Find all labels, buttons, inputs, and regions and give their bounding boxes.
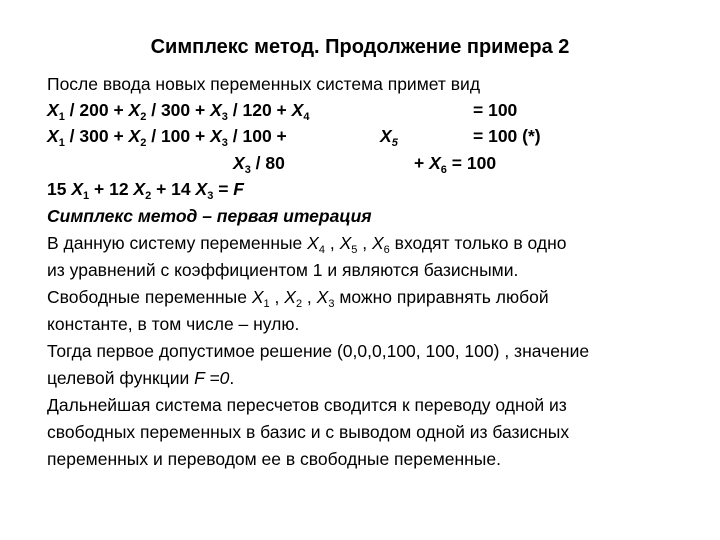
obj-var: X bbox=[71, 179, 84, 199]
p2-sub: 3 bbox=[328, 298, 335, 310]
obj-eq: = bbox=[213, 179, 234, 199]
eq1-rhs: = 100 bbox=[473, 100, 518, 120]
eq1-term: / 300 + bbox=[146, 100, 211, 120]
eq1-var: X bbox=[128, 100, 141, 120]
eq3-sub: 6 bbox=[440, 164, 447, 176]
p1-sub: 4 bbox=[318, 244, 325, 256]
eq1-sub: 1 bbox=[58, 111, 65, 123]
obj-f: F bbox=[233, 179, 244, 199]
p1-sub: 6 bbox=[383, 244, 390, 256]
eq1-sub: 3 bbox=[221, 111, 228, 123]
p2-text: можно приравнять любой bbox=[334, 287, 549, 307]
eq2-sub: 2 bbox=[140, 137, 147, 149]
eq1-sub: 4 bbox=[303, 111, 310, 123]
p1-sep: , bbox=[324, 233, 340, 253]
p3-formula: F =0 bbox=[194, 368, 230, 388]
p2-var: X bbox=[316, 287, 329, 307]
solution-line2 bbox=[47, 367, 234, 389]
eq3-left bbox=[233, 152, 285, 174]
eq2-term: / 300 + bbox=[64, 126, 129, 146]
eq3-rhs: = 100 bbox=[446, 153, 497, 173]
basis-text-line2: из уравнений с коэффициентом 1 и являются базисными. bbox=[47, 260, 519, 280]
p1-sub: 5 bbox=[351, 244, 358, 256]
eq3-plus: + bbox=[414, 153, 430, 173]
p2-sep: , bbox=[302, 287, 317, 307]
intro-line: После ввода новых переменных система примет вид bbox=[47, 74, 481, 94]
eq1-term: / 200 + bbox=[64, 100, 129, 120]
p1-sep: , bbox=[357, 233, 372, 253]
solution-line1: Тогда первое допустимое решение (0,0,0,100, 100, 100) , значение bbox=[47, 341, 590, 361]
objective-function bbox=[47, 178, 244, 200]
eq2-term: / 100 + bbox=[146, 126, 211, 146]
p2-var: X bbox=[251, 287, 264, 307]
eq2-term: / 100 + bbox=[227, 126, 287, 146]
eq2-sub: 1 bbox=[58, 137, 65, 149]
p2-var: X bbox=[284, 287, 296, 307]
obj-sub: 3 bbox=[207, 190, 214, 202]
p2-text: Свободные переменные bbox=[47, 287, 252, 307]
eq1-term: / 120 + bbox=[227, 100, 292, 120]
obj-coef: + 12 bbox=[89, 179, 134, 199]
p2-sub: 2 bbox=[295, 298, 303, 310]
obj-sub: 1 bbox=[83, 190, 90, 202]
p1-var: X bbox=[371, 233, 384, 253]
eq3-term: / 80 bbox=[250, 153, 285, 173]
eq1-var: X bbox=[291, 100, 304, 120]
eq3-var: X bbox=[233, 153, 245, 173]
basis-text-line1 bbox=[47, 232, 566, 254]
p3-text: целевой функции bbox=[47, 368, 195, 388]
eq2-var: X bbox=[128, 126, 141, 146]
eq2-x5 bbox=[380, 125, 398, 147]
p1-text: В данную систему переменные bbox=[47, 233, 308, 253]
iteration-heading: Симплекс метод – первая итерация bbox=[47, 206, 372, 226]
equation-1 bbox=[47, 99, 309, 121]
eq3-right bbox=[414, 152, 496, 174]
conclusion-line3: переменных и переводом ее в свободные переменные. bbox=[47, 449, 501, 469]
obj-var: X bbox=[195, 179, 208, 199]
obj-coef: 15 bbox=[47, 179, 72, 199]
eq2-var: X bbox=[210, 126, 222, 146]
free-vars-line1 bbox=[47, 286, 549, 308]
conclusion-line1: Дальнейшая система пересчетов сводится к переводу одной из bbox=[47, 395, 567, 415]
eq2-var: X bbox=[380, 126, 392, 146]
slide-title: Симплекс метод. Продолжение примера 2 bbox=[150, 36, 570, 58]
p3-text: . bbox=[229, 368, 235, 388]
eq3-sub: 3 bbox=[244, 164, 251, 176]
eq2-sub: 5 bbox=[391, 137, 398, 149]
obj-sub: 2 bbox=[145, 190, 152, 202]
equation-2 bbox=[47, 125, 287, 147]
p1-var: X bbox=[339, 233, 352, 253]
p2-sep: , bbox=[269, 287, 285, 307]
eq1-sub: 2 bbox=[140, 111, 147, 123]
p2-sub: 1 bbox=[263, 298, 270, 310]
conclusion-line2: свободных переменных в базис и с выводом одной из базисных bbox=[47, 422, 570, 442]
eq2-sub: 3 bbox=[221, 137, 228, 149]
eq3-var: X bbox=[429, 153, 441, 173]
obj-coef: + 14 bbox=[151, 179, 196, 199]
eq1-var: X bbox=[47, 100, 59, 120]
eq1-var: X bbox=[210, 100, 222, 120]
p1-var: X bbox=[307, 233, 319, 253]
eq2-var: X bbox=[47, 126, 59, 146]
p1-text: входят только в одно bbox=[389, 233, 567, 253]
eq2-rhs: = 100 (*) bbox=[473, 126, 541, 146]
obj-var: X bbox=[133, 179, 146, 199]
free-vars-line2: константе, в том числе – нулю. bbox=[47, 314, 300, 334]
